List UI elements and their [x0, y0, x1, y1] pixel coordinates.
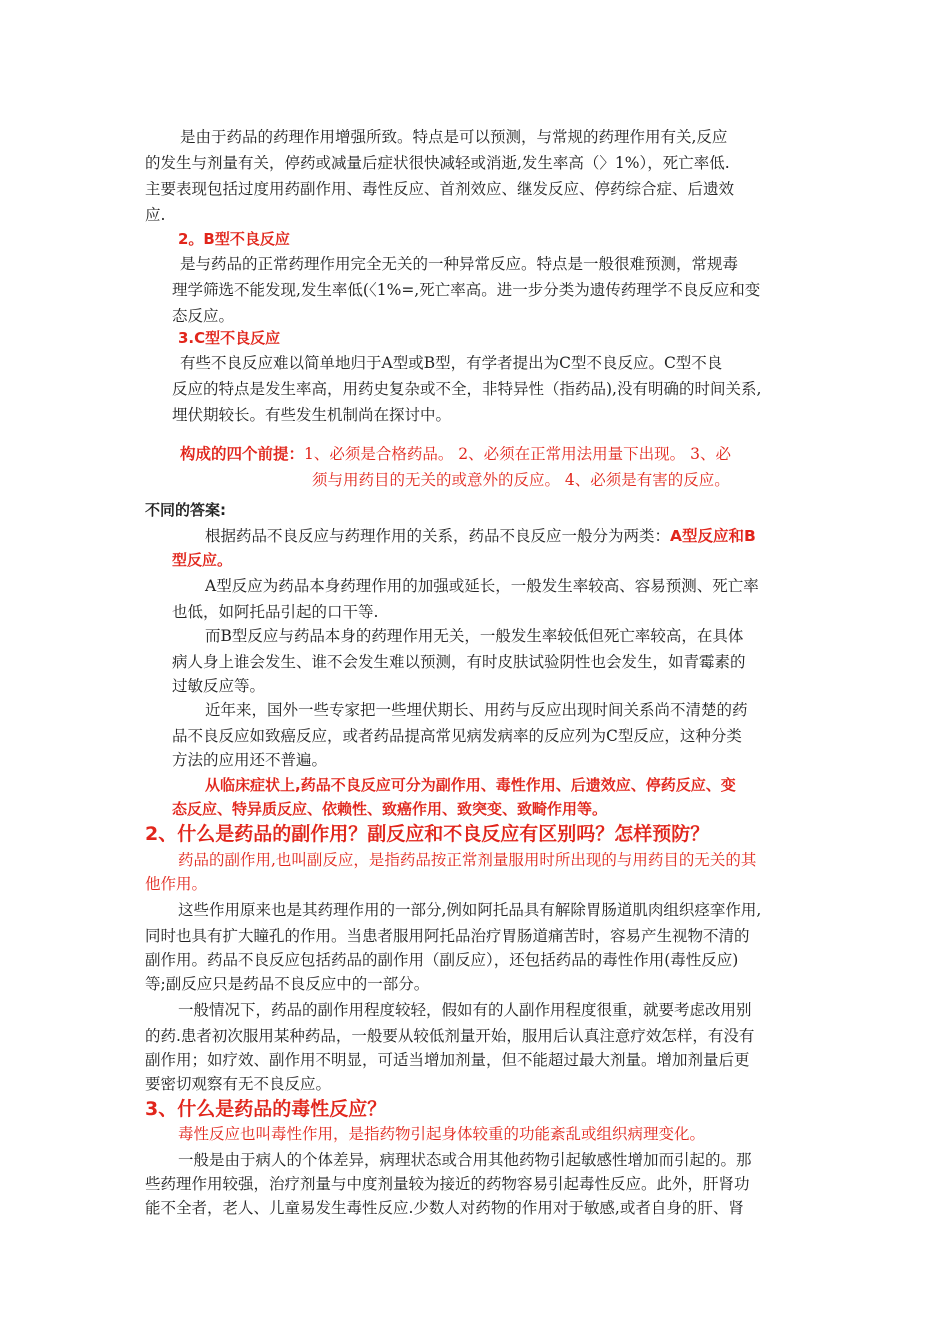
premise-row-1 — [180, 444, 731, 464]
answer-p2-line-2: 也低，如阿托品引起的口干等. — [172, 603, 379, 621]
type-c-heading: 3.C型不良反应 — [178, 329, 281, 347]
answer-p1-line-1 — [205, 526, 756, 546]
answer-p3-line-2: 病人身上谁会发生、谁不会发生难以预测，有时皮肤试验阴性也会发生，如青霉素的 — [172, 653, 746, 671]
q2-p1-line-4: 等;副反应只是药品不良反应中的一部分。 — [145, 975, 430, 993]
q2-def-line-1: 药品的副作用,也叫副反应，是指药品按正常剂量服用时所出现的与用药目的无关的其 — [178, 851, 757, 869]
intro-line-4: 应. — [145, 206, 166, 224]
intro-line-2: 的发生与剂量有关，停药或减量后症状很快减轻或消逝,发生率高（〉1%），死亡率低. — [145, 154, 730, 172]
q2-heading: 2、什么是药品的副作用？副反应和不良反应有区别吗？怎样预防？ — [145, 823, 710, 845]
answer-p4-line-3: 方法的应用还不普遍。 — [172, 751, 328, 769]
q3-def-line-1: 毒性反应也叫毒性作用，是指药物引起身体较重的功能紊乱或组织病理变化。 — [178, 1125, 706, 1143]
q2-p1-line-2: 同时也具有扩大瞳孔的作用。当患者服用阿托品治疗胃肠道痛苦时，容易产生视物不清的 — [145, 927, 750, 945]
answer-heading: 不同的答案: — [145, 501, 226, 519]
q3-p1-line-3: 能不全者，老人、儿童易发生毒性反应.少数人对药物的作用对于敏感,或者自身的肝、肾 — [145, 1199, 744, 1217]
q2-p2-line-2: 的药.患者初次服用某种药品，一般要从较低剂量开始，服用后认真注意疗效怎样，有没有 — [145, 1027, 755, 1045]
answer-p1-emph-1: A型反应和B — [670, 527, 756, 545]
answer-p1-emph-2: 型反应。 — [172, 551, 233, 569]
type-c-line-2: 反应的特点是发生率高，用药史复杂或不全，非特异性（指药品),没有明确的时间关系, — [172, 380, 762, 398]
answer-p3-line-1: 而B型反应与药品本身的药理作用无关，一般发生率较低但死亡率较高，在具体 — [205, 627, 744, 645]
premise-line-2: 须与用药目的无关的或意外的反应。 4、必须是有害的反应。 — [312, 471, 730, 489]
type-b-line-3: 态反应。 — [172, 307, 235, 325]
premise-line-1: 1、必须是合格药品。 2、必须在正常用法用量下出现。 3、必 — [304, 445, 731, 463]
q3-p1-line-1: 一般是由于病人的个体差异，病理状态或合用其他药物引起敏感性增加而引起的。那 — [178, 1151, 752, 1169]
answer-p3-line-3: 过敏反应等。 — [172, 677, 266, 695]
q3-p1-line-2: 些药理作用较强，治疗剂量与中度剂量较为接近的药物容易引起毒性反应。此外，肝肾功 — [145, 1175, 750, 1193]
q2-def-line-2: 他作用。 — [145, 875, 208, 893]
answer-p4-line-2: 品不良反应如致癌反应，或者药品提高常见病发病率的反应列为C型反应，这种分类 — [172, 727, 742, 745]
q3-heading: 3、什么是药品的毒性反应？ — [145, 1098, 387, 1120]
answer-p1-text: 根据药品不良反应与药理作用的关系，药品不良反应一般分为两类： — [205, 527, 671, 545]
answer-p5-line-1: 从临床症状上,药品不良反应可分为副作用、毒性作用、后遗效应、停药反应、变 — [205, 776, 736, 794]
type-b-line-1: 是与药品的正常药理作用完全无关的一种异常反应。特点是一般很难预测，常规毒 — [180, 255, 739, 273]
answer-p5-line-2: 态反应、特异质反应、依赖性、致癌作用、致突变、致畸作用等。 — [172, 800, 608, 818]
type-c-line-3: 埋伏期较长。有些发生机制尚在探讨中。 — [172, 406, 452, 424]
q2-p2-line-4: 要密切观察有无不良反应。 — [145, 1075, 332, 1093]
intro-line-3: 主要表现包括过度用药副作用、毒性反应、首剂效应、继发反应、停药综合症、后遗效 — [145, 180, 735, 198]
q2-p2-line-3: 副作用；如疗效、副作用不明显，可适当增加剂量，但不能超过最大剂量。增加剂量后更 — [145, 1051, 750, 1069]
answer-p4-line-1: 近年来，国外一些专家把一些埋伏期长、用药与反应出现时间关系尚不清楚的药 — [205, 701, 748, 719]
q2-p1-line-3: 副作用。药品不良反应包括药品的副作用（副反应），还包括药品的毒性作用(毒性反应) — [145, 951, 739, 969]
type-b-heading: 2。B型不良反应 — [178, 230, 290, 248]
q2-p1-line-1: 这些作用原来也是其药理作用的一部分,例如阿托品具有解除胃肠道肌肉组织痉挛作用, — [178, 901, 762, 919]
type-c-line-1: 有些不良反应难以简单地归于A型或B型，有学者提出为C型不良反应。C型不良 — [180, 354, 723, 372]
intro-line-1: 是由于药品的药理作用增强所致。特点是可以预测，与常规的药理作用有关,反应 — [180, 128, 728, 146]
premise-label: 构成的四个前提： — [180, 445, 305, 463]
answer-p2-line-1: A型反应为药品本身药理作用的加强或延长，一般发生率较高、容易预测、死亡率 — [205, 577, 759, 595]
type-b-line-2: 理学筛选不能发现,发生率低(〈1%=,死亡率高。进一步分类为遗传药理学不良反应和变 — [172, 281, 761, 299]
q2-p2-line-1: 一般情况下，药品的副作用程度较轻，假如有的人副作用程度很重，就要考虑改用别 — [178, 1001, 752, 1019]
